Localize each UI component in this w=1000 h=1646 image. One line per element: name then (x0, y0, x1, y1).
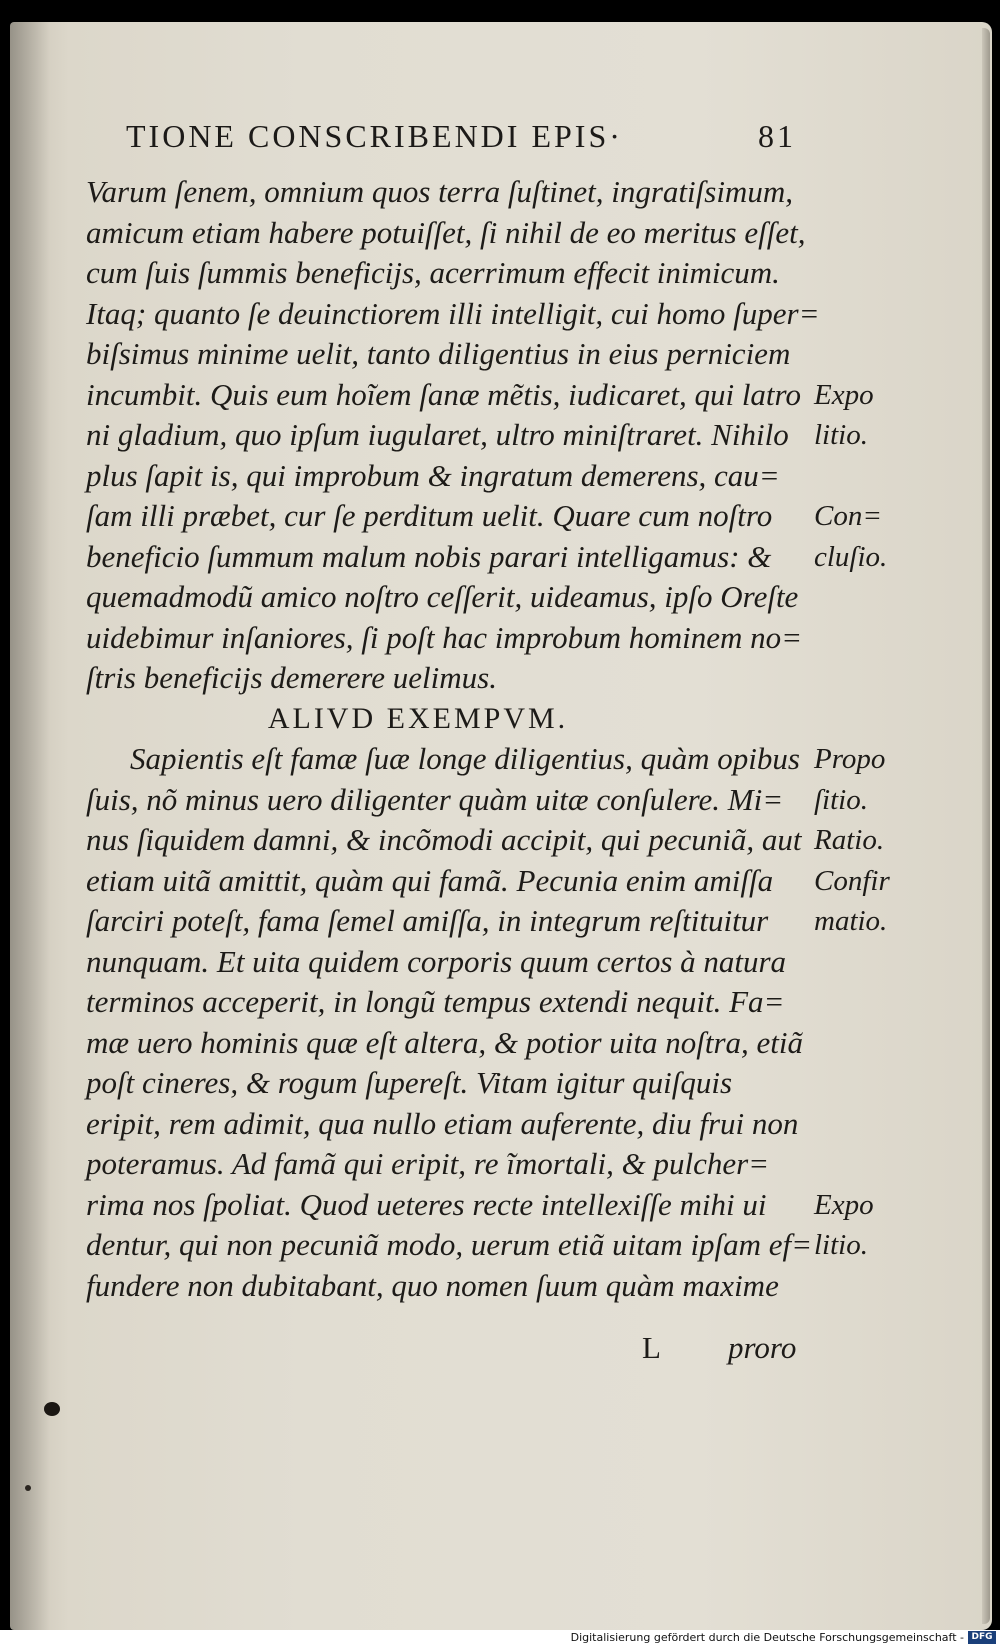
margin-note (814, 658, 924, 699)
text-line: nunquam. Et uita quidem corporis quum certos à natura (86, 943, 787, 979)
text-line: uidebimur inſaniores, ſi poſt hac improbum hominem no= (86, 619, 803, 655)
text-line: cum ſuis ſummis beneficijs, acerrimum effecit inimicum. (86, 255, 780, 290)
text-line: amicum etiam habere potuiſſet, ſi nihil de eo meritus eſſet, (86, 214, 806, 250)
text-line: plus ſapit is, qui improbum & ingratum demerens, cau= (86, 457, 780, 493)
margin-note: matio. (814, 905, 888, 937)
text-line: ni gladium, quo ipſum iugularet, ultro miniſtraret. Nihilo (86, 417, 789, 452)
margin-note: Propo (814, 743, 886, 775)
text-line: ſarciri poteſt, fama ſemel amiſſa, in integrum reſtituitur (86, 903, 769, 938)
text-line: rima nos ſpoliat. Quod ueteres recte intellexiſſe mihi ui (86, 1186, 767, 1222)
dfg-logo: DFG (968, 1631, 996, 1644)
text-line: mæ uero hominis quæ eſt altera, & potior uita noſtra, etiã (86, 1024, 804, 1060)
body-text (86, 172, 820, 1306)
text-line: beneficio ſummum malum nobis parari intelligamus: & (86, 538, 772, 574)
running-head (126, 118, 796, 164)
margin-note (814, 456, 924, 497)
text-line: quemadmodũ amico noſtro ceſſerit, uideamus, ipſo Oreſte (86, 579, 799, 614)
margin-note: litio. (814, 1229, 868, 1261)
margin-note: litio. (814, 419, 868, 451)
footer-credit: Digitalisierung gefördert durch die Deutsche Forschungsgemeinschaft - (570, 1631, 964, 1644)
text-line: terminos acceperit, in longũ tempus extendi nequit. Fa= (86, 984, 785, 1019)
text-line: Sapientis eſt famæ ſuæ longe diligentius, quàm opibus (130, 741, 800, 776)
signature-mark: L (642, 1330, 661, 1365)
text-line: dentur, qui non pecuniã modo, uerum etiã uitam ipſam ef= (86, 1227, 813, 1262)
text-line: ſtris beneficijs demerere uelimus. (86, 660, 497, 695)
page-edge (982, 28, 990, 1624)
margin-note (814, 213, 924, 254)
text-line: ſam illi præbet, cur ſe perditum uelit. Quare cum noſtro (86, 498, 773, 533)
page-number: 81 (758, 118, 796, 154)
text-line: fundere non dubitabant, quo nomen ſuum quàm maxime (86, 1267, 779, 1303)
text-line: nus ſiquidem damni, & incõmodi accipit, qui pecuniã, aut (86, 822, 802, 857)
margin-note (814, 618, 924, 659)
section-heading: ALIVD EXEMPVM. (267, 701, 569, 735)
catchword: proro (728, 1330, 797, 1365)
text-line: ſuis, nõ minus uero diligenter quàm uitæ conſulere. Mi= (86, 781, 784, 817)
text-line: Itaq; quanto ſe deuinctiorem illi intelligit, cui homo ſuper= (86, 295, 820, 331)
text-line: incumbit. Quis eum hoĩem ſanæ mẽtis, iudicaret, qui latro (86, 376, 801, 412)
margin-note (814, 1023, 924, 1064)
margin-note (814, 1063, 924, 1104)
margin-note (814, 1104, 924, 1145)
margin-note (814, 577, 924, 618)
margin-note (814, 294, 924, 335)
margin-note: Expo (814, 1188, 874, 1221)
margin-note: cluſio. (814, 540, 888, 573)
text-line: Varum ſenem, omnium quos terra ſuſtinet, ingratiſsimum, (86, 174, 793, 209)
margin-note: ſitio. (814, 783, 868, 816)
margin-note (814, 253, 924, 294)
margin-note (814, 982, 924, 1023)
running-title: TIONE CONSCRIBENDI EPIS· (126, 118, 623, 154)
margin-note (814, 334, 924, 375)
margin-note (814, 172, 924, 213)
spine-shadow (10, 22, 50, 1630)
catch-line (86, 1330, 810, 1370)
text-line: eripit, rem adimit, qua nullo etiam auferente, diu frui non (86, 1105, 799, 1141)
margin-note (814, 1144, 924, 1185)
margin-note (814, 1266, 924, 1307)
margin-note: Confir (814, 864, 890, 897)
text-line: etiam uitã amittit, quàm qui famã. Pecunia enim amiſſa (86, 862, 774, 898)
text-line: biſsimus minime uelit, tanto diligentius in eius perniciem (86, 336, 791, 371)
margin-notes (814, 172, 924, 1306)
margin-note: Con= (814, 500, 882, 532)
ink-stain (44, 1402, 60, 1416)
margin-note (814, 699, 924, 740)
ink-dot (25, 1485, 31, 1491)
text-line: poſt cineres, & rogum ſupereſt. Vitam igitur quiſquis (86, 1065, 733, 1100)
text-line: poteramus. Ad famã qui eripit, re ĩmortali, & pulcher= (86, 1146, 770, 1181)
margin-note: Ratio. (814, 824, 885, 856)
margin-note: Expo (814, 378, 874, 411)
margin-note (814, 942, 924, 983)
